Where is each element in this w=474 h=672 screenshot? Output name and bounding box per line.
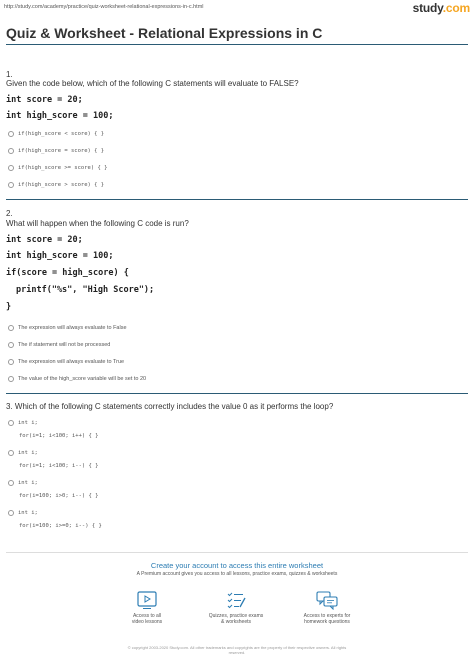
- radio-icon[interactable]: [8, 325, 14, 331]
- q2-code-line: int high_score = 100;: [6, 251, 114, 261]
- q1-code-line: int high_score = 100;: [6, 111, 114, 121]
- q1-option[interactable]: if(high_score = score) { }: [8, 148, 104, 154]
- radio-icon[interactable]: [8, 165, 14, 171]
- q1-option[interactable]: if(high_score < score) { }: [8, 131, 104, 137]
- promo-subline: A Premium account gives you access to all lessons, practice exams, quizzes & worksheets: [136, 571, 338, 577]
- q1-code-line: int score = 20;: [6, 95, 83, 105]
- logo-suffix: .com: [442, 1, 470, 15]
- feature-label: Access to experts for: [303, 613, 351, 619]
- top-bar: [0, 0, 474, 18]
- radio-icon[interactable]: [8, 376, 14, 382]
- promo-headline[interactable]: Create your account to access this entire worksheet: [150, 561, 324, 570]
- q3-option-code: for(i=100; i>=0; i--) { }: [19, 523, 102, 529]
- radio-icon[interactable]: [8, 131, 14, 137]
- q2-code-line: if(score = high_score) {: [6, 268, 129, 278]
- footer-divider: [6, 552, 468, 553]
- copyright-line: reserved.: [228, 650, 246, 655]
- q1-text: Given the code below, which of the following C statements will evaluate to FALSE?: [6, 79, 299, 88]
- q3-option[interactable]: int i;: [8, 450, 38, 456]
- page-title: Quiz & Worksheet - Relational Expressions in C: [6, 25, 323, 41]
- feature-label: video lessons: [131, 619, 163, 625]
- q2-option[interactable]: The expression will always evaluate to False: [8, 325, 127, 331]
- q3-option[interactable]: int i;: [8, 420, 38, 426]
- q2-number: 2.: [6, 209, 13, 218]
- radio-icon[interactable]: [8, 342, 14, 348]
- radio-icon[interactable]: [8, 182, 14, 188]
- q3-option[interactable]: int i;: [8, 480, 38, 486]
- feature-experts: [277, 590, 377, 625]
- feature-label: homework questions: [304, 619, 350, 625]
- q2-code-line: int score = 20;: [6, 235, 83, 245]
- feature-label: Quizzes, practice exams: [208, 613, 264, 619]
- q2-code-line: }: [6, 302, 12, 312]
- logo-main: study: [412, 1, 443, 15]
- checklist-icon: [225, 590, 247, 610]
- q3-text: 3. Which of the following C statements correctly includes the value 0 as it performs the loop?: [6, 402, 334, 411]
- page-url[interactable]: http://study.com/academy/practice/quiz-worksheet-relational-expressions-in-c.html: [4, 4, 204, 10]
- q1-number: 1.: [6, 70, 13, 79]
- q3-option-code: for(i=1; i<100; i--) { }: [19, 463, 99, 469]
- q2-code-line: printf("%s", "High Score");: [16, 285, 155, 295]
- feature-label: & worksheets: [220, 619, 251, 625]
- radio-icon[interactable]: [8, 148, 14, 154]
- q3-option[interactable]: int i;: [8, 510, 38, 516]
- radio-icon[interactable]: [8, 420, 14, 426]
- q2-option[interactable]: The value of the high_score variable will be set to 20: [8, 376, 146, 382]
- copyright: [0, 645, 474, 655]
- q3-option-code: for(i=100; i>0; i--) { }: [19, 493, 99, 499]
- q3-option-code: for(i=1; i<100; i++) { }: [19, 433, 99, 439]
- video-icon: [136, 590, 158, 610]
- q2-option[interactable]: The if statement will not be processed: [8, 342, 110, 348]
- q2-text: What will happen when the following C code is run?: [6, 219, 189, 228]
- radio-icon[interactable]: [8, 450, 14, 456]
- radio-icon[interactable]: [8, 480, 14, 486]
- q1-option[interactable]: if(high_score > score) { }: [8, 182, 104, 188]
- study-logo[interactable]: [413, 1, 470, 15]
- q2-option[interactable]: The expression will always evaluate to True: [8, 359, 124, 365]
- q1-divider: [6, 199, 468, 200]
- copyright-line: © copyright 2003-2020 Study.com. All other trademarks and copyrights are the property of their respective owners. All rights: [127, 645, 347, 650]
- radio-icon[interactable]: [8, 359, 14, 365]
- feature-label: Access to all: [132, 613, 162, 619]
- q2-divider: [6, 393, 468, 394]
- chat-icon: [315, 590, 339, 610]
- feature-video-lessons: [97, 590, 197, 625]
- title-divider: [6, 44, 468, 45]
- q1-option[interactable]: if(high_score >= score) { }: [8, 165, 107, 171]
- feature-quizzes: [186, 590, 286, 625]
- radio-icon[interactable]: [8, 510, 14, 516]
